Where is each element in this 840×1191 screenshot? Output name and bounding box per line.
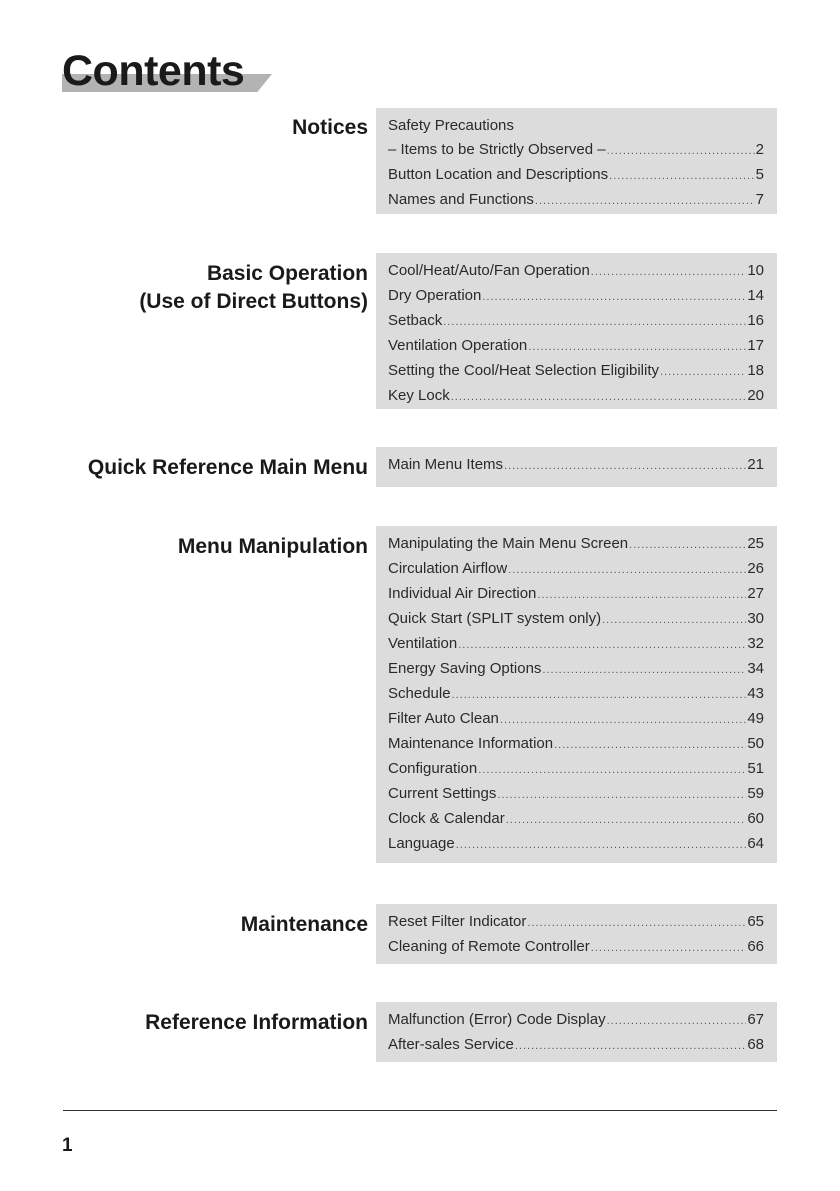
toc-entry-label: Manipulating the Main Menu Screen xyxy=(388,535,629,552)
leader-dots xyxy=(660,360,746,384)
toc-entry[interactable] xyxy=(388,532,764,557)
page-title: Contents xyxy=(62,47,245,95)
toc-entry-label: Current Settings xyxy=(388,785,497,802)
page-number: 1 xyxy=(62,1135,73,1156)
toc-entry[interactable] xyxy=(388,632,764,657)
section-heading-line: Menu Manipulation xyxy=(177,535,368,558)
toc-entry-page: 26 xyxy=(747,560,764,577)
leader-dots xyxy=(456,833,747,857)
toc-entry[interactable] xyxy=(388,910,764,935)
toc-entry-label: Button Location and Descriptions xyxy=(388,166,609,183)
toc-entry-label: – Items to be Strictly Observed – xyxy=(388,141,606,158)
toc-entry[interactable] xyxy=(388,582,764,607)
toc-entry-page: 51 xyxy=(747,760,764,777)
toc-entry[interactable] xyxy=(388,188,764,213)
leader-dots xyxy=(500,708,746,732)
section-heading-line: Notices xyxy=(292,116,368,139)
toc-entry-page: 21 xyxy=(747,456,764,473)
toc-entry-label: Malfunction (Error) Code Display xyxy=(388,1011,606,1028)
section-heading-line: Reference Information xyxy=(145,1011,368,1034)
leader-dots xyxy=(527,911,746,935)
toc-entry[interactable] xyxy=(388,114,764,138)
toc-entry[interactable] xyxy=(388,757,764,782)
leader-dots xyxy=(478,758,746,782)
toc-entry-page: 10 xyxy=(747,262,764,279)
page-title-block xyxy=(62,47,272,95)
toc-entry-page: 67 xyxy=(747,1011,764,1028)
toc-entry-page: 25 xyxy=(747,535,764,552)
leader-dots xyxy=(506,808,747,832)
toc-entry-label: Quick Start (SPLIT system only) xyxy=(388,610,602,627)
section-heading-line: (Use of Direct Buttons) xyxy=(139,290,368,313)
toc-entry[interactable] xyxy=(388,557,764,582)
toc-entry-label: Main Menu Items xyxy=(388,456,504,473)
section-heading-basic-operation xyxy=(139,260,368,316)
toc-entry[interactable] xyxy=(388,163,764,188)
toc-entry-label: Circulation Airflow xyxy=(388,560,508,577)
toc-entry-page: 50 xyxy=(747,735,764,752)
toc-entry-page: 68 xyxy=(747,1036,764,1053)
toc-entry-label: Ventilation xyxy=(388,635,458,652)
toc-entry-page: 60 xyxy=(747,810,764,827)
toc-entry[interactable] xyxy=(388,607,764,632)
toc-entry-page: 16 xyxy=(747,312,764,329)
toc-entry[interactable] xyxy=(388,707,764,732)
leader-dots xyxy=(607,139,755,163)
leader-dots xyxy=(602,608,746,632)
leader-dots xyxy=(508,558,746,582)
toc-entry-page: 7 xyxy=(755,191,764,208)
section-box-menu-manipulation xyxy=(376,526,777,863)
section-heading-maintenance xyxy=(241,911,368,939)
section-heading-line: Maintenance xyxy=(240,913,368,936)
leader-dots xyxy=(537,583,746,607)
toc-entry-label: Key Lock xyxy=(388,387,450,404)
toc-entry[interactable] xyxy=(388,309,764,334)
leader-dots xyxy=(482,285,746,309)
toc-entry[interactable] xyxy=(388,832,764,857)
toc-entry-label: Clock & Calendar xyxy=(388,810,505,827)
leader-dots xyxy=(528,335,746,359)
section-box-maintenance xyxy=(376,904,777,964)
leader-dots xyxy=(458,633,746,657)
leader-dots xyxy=(591,936,747,960)
toc-entry-page: 18 xyxy=(747,362,764,379)
toc-entry-label: Individual Air Direction xyxy=(388,585,537,602)
toc-entry-label: Energy Saving Options xyxy=(388,660,542,677)
toc-entry-page: 66 xyxy=(747,938,764,955)
toc-entry-page: 27 xyxy=(747,585,764,602)
toc-entry-label: Cool/Heat/Auto/Fan Operation xyxy=(388,262,590,279)
toc-entry-label: Setting the Cool/Heat Selection Eligibility xyxy=(388,362,659,379)
toc-entry-label: Schedule xyxy=(388,685,451,702)
toc-entry[interactable] xyxy=(388,807,764,832)
toc-entry-page: 65 xyxy=(747,913,764,930)
toc-entry-page: 32 xyxy=(747,635,764,652)
toc-entry-label: Language xyxy=(388,835,455,852)
toc-entry-label: Cleaning of Remote Controller xyxy=(388,938,590,955)
toc-entry-label: Configuration xyxy=(388,760,478,777)
toc-entry[interactable] xyxy=(388,284,764,309)
leader-dots xyxy=(554,733,746,757)
section-box-reference-information xyxy=(376,1002,777,1062)
toc-entry[interactable] xyxy=(388,732,764,757)
toc-entry-page: 20 xyxy=(747,387,764,404)
section-box-notices xyxy=(376,108,777,214)
toc-entry[interactable] xyxy=(388,138,764,163)
leader-dots xyxy=(609,164,755,188)
toc-entry-label: Filter Auto Clean xyxy=(388,710,499,727)
leader-dots xyxy=(535,189,755,213)
toc-entry[interactable] xyxy=(388,1008,764,1033)
toc-entry[interactable] xyxy=(388,782,764,807)
toc-entry-label: Ventilation Operation xyxy=(388,337,528,354)
section-heading-line: Basic Operation xyxy=(206,262,368,285)
toc-entry-label: After-sales Service xyxy=(388,1036,514,1053)
section-heading-reference-information xyxy=(145,1009,368,1037)
section-box-quick-reference xyxy=(376,447,777,487)
toc-entry-page: 17 xyxy=(747,337,764,354)
toc-entry-label: Maintenance Information xyxy=(388,735,554,752)
toc-entry-page: 43 xyxy=(747,685,764,702)
section-box-basic-operation xyxy=(376,253,777,409)
toc-entry-page: 34 xyxy=(747,660,764,677)
leader-dots xyxy=(451,385,747,409)
toc-entry[interactable] xyxy=(388,259,764,284)
section-heading-menu-manipulation xyxy=(178,533,368,561)
toc-entry-label: Safety Precautions xyxy=(388,117,514,134)
leader-dots xyxy=(542,658,746,682)
section-heading-quick-reference xyxy=(88,454,368,482)
leader-dots xyxy=(452,683,747,707)
toc-entry[interactable] xyxy=(388,453,764,478)
toc-entry[interactable] xyxy=(388,682,764,707)
toc-entry[interactable] xyxy=(388,1033,764,1058)
toc-entry-page: 59 xyxy=(747,785,764,802)
leader-dots xyxy=(591,260,747,284)
leader-dots xyxy=(497,783,746,807)
toc-entry[interactable] xyxy=(388,359,764,384)
toc-entry[interactable] xyxy=(388,657,764,682)
toc-entry[interactable] xyxy=(388,935,764,960)
toc-entry-page: 5 xyxy=(755,166,764,183)
toc-entry-page: 14 xyxy=(747,287,764,304)
toc-entry-page: 2 xyxy=(755,141,764,158)
footer-rule xyxy=(63,1110,777,1111)
leader-dots xyxy=(504,454,746,478)
toc-entry-label: Setback xyxy=(388,312,443,329)
leader-dots xyxy=(515,1034,746,1058)
leader-dots xyxy=(607,1009,747,1033)
toc-entry-label: Names and Functions xyxy=(388,191,534,208)
toc-entry-page: 30 xyxy=(747,610,764,627)
toc-entry[interactable] xyxy=(388,384,764,409)
section-heading-line: Quick Reference Main Menu xyxy=(87,456,368,479)
leader-dots xyxy=(443,310,746,334)
toc-entry-label: Dry Operation xyxy=(388,287,482,304)
section-heading-notices xyxy=(292,114,368,142)
toc-entry[interactable] xyxy=(388,334,764,359)
leader-dots xyxy=(629,533,746,557)
toc-entry-page: 64 xyxy=(747,835,764,852)
toc-entry-page: 49 xyxy=(747,710,764,727)
toc-entry-label: Reset Filter Indicator xyxy=(388,913,527,930)
